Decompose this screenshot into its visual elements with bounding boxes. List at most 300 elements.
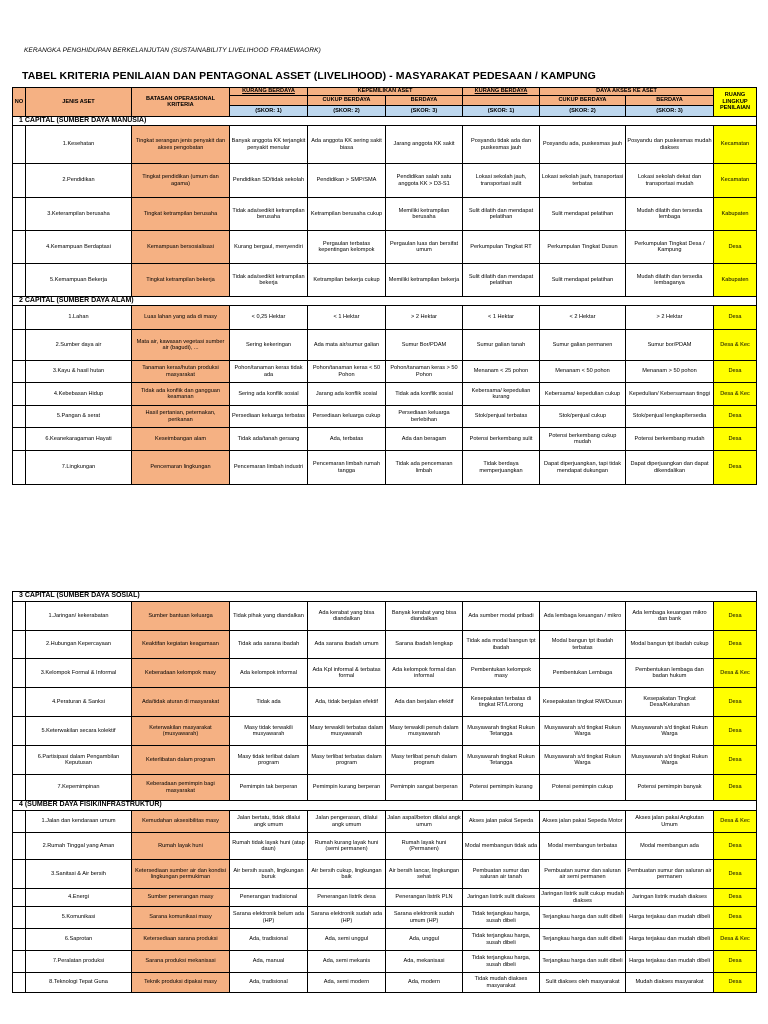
kepemilikan-cukup-cell: Pohon/tanaman keras < 50 Pohon — [308, 361, 386, 383]
batasan-cell: Ada/tidak aturan di masyarakat — [132, 688, 230, 717]
akses-berdaya-cell: Harga terjakau dan mudah dibeli — [626, 907, 714, 929]
kepemilikan-berdaya-cell: Banyak kerabat yang bisa diandalkan — [386, 602, 463, 631]
ruang-lingkup-cell: Desa — [714, 428, 757, 451]
batasan-cell: Ketersediaan sarana produksi — [132, 929, 230, 951]
akses-kurang-cell: Perkumpulan Tingkat RT — [463, 231, 540, 264]
batasan-cell: Teknik produksi dipakai masy — [132, 973, 230, 993]
kepemilikan-cukup-cell: Pencemaran limbah rumah tangga — [308, 451, 386, 485]
row-number-cell — [13, 833, 26, 860]
kepemilikan-berdaya-cell: Jarang anggota KK sakit — [386, 126, 463, 164]
row-number-cell — [13, 907, 26, 929]
akses-berdaya-cell: Kesepakatan Tingkat Desa/Kelurahan — [626, 688, 714, 717]
ruang-lingkup-cell: Desa — [714, 361, 757, 383]
batasan-cell: Keseimbangan alam — [132, 428, 230, 451]
kepemilikan-cukup-cell: Sarana elektronik sudah ada (HP) — [308, 907, 386, 929]
kepemilikan-kurang-cell: Masy tidak terlibat dalam program — [230, 746, 308, 775]
kepemilikan-cukup-cell: Ketrampilan berusaha cukup — [308, 198, 386, 231]
kepemilikan-cukup-cell: Masy terwakili terbatas dalam musyawarah — [308, 717, 386, 746]
jenis-aset-cell: 7.Kepemimpinan — [26, 775, 132, 801]
kepemilikan-cukup-cell: Ada, semi modern — [308, 973, 386, 993]
akses-kurang-cell: Lokasi sekolah jauh, transportasi sulit — [463, 164, 540, 198]
ruang-lingkup-cell: Desa — [714, 602, 757, 631]
ruang-lingkup-cell: Kabupaten — [714, 198, 757, 231]
kepemilikan-cukup-cell: Jarang ada konflik sosial — [308, 383, 386, 406]
kepemilikan-kurang-cell: Sarana elektronik belum ada (HP) — [230, 907, 308, 929]
kepemilikan-berdaya-cell: Sarana ibadah lengkap — [386, 631, 463, 659]
row-number-cell — [13, 717, 26, 746]
kepemilikan-cukup-cell: Masy terlibat terbatas dalam program — [308, 746, 386, 775]
akses-kurang-cell: Musyawarah tingkat Rukun Tetangga — [463, 746, 540, 775]
akses-berdaya-cell: Sumur bor/PDAM — [626, 330, 714, 361]
akses-kurang-cell: Sulit dilatih dan mendapat pelatihan — [463, 264, 540, 297]
kepemilikan-cukup-cell: Jalan pengerasan, dilalui angk umum — [308, 811, 386, 833]
batasan-cell: Pencemaran lingkungan — [132, 451, 230, 485]
kepemilikan-cukup-cell: Ada, tidak berjalan efektif — [308, 688, 386, 717]
section-sumber-daya-fisik: 4 (SUMBER DAYA FISIK/INFRASTRUKTUR) — [13, 801, 757, 811]
batasan-cell: Mata air, kawasan vegetasi sumber air (bagudi), ... — [132, 330, 230, 361]
ruang-lingkup-cell: Desa & Kec — [714, 383, 757, 406]
header-kurang-berdaya-kepemilikan: KURANG BERDAYA — [230, 88, 308, 96]
kepemilikan-berdaya-cell: Memiliki ketrampilan berusaha — [386, 198, 463, 231]
akses-berdaya-cell: Perkumpulan Tingkat Desa / Kampung — [626, 231, 714, 264]
akses-berdaya-cell: Akses jalan pakai Angkutan Umum — [626, 811, 714, 833]
akses-kurang-cell: < 1 Hektar — [463, 306, 540, 330]
akses-berdaya-cell: Mudah dilatih dan tersedia lembaganya — [626, 264, 714, 297]
ruang-lingkup-cell: Desa — [714, 889, 757, 907]
row-number-cell — [13, 659, 26, 688]
jenis-aset-cell: 7.Peralatan produksi — [26, 951, 132, 973]
header-berdaya: BERDAYA — [386, 96, 463, 106]
batasan-cell: Tingkat ketrampilan berusaha — [132, 198, 230, 231]
table-row — [13, 746, 757, 775]
header-kurang-berdaya-akses: KURANG BERDAYA — [463, 88, 540, 96]
kepemilikan-kurang-cell: Ada, tradisional — [230, 973, 308, 993]
akses-cukup-cell: Terjangkau harga dan sulit dibeli — [540, 929, 626, 951]
table-row — [13, 631, 757, 659]
row-number-cell — [13, 361, 26, 383]
akses-cukup-cell: Dapat diperjuangkan, tapi tidak mendapat dukungan — [540, 451, 626, 485]
score-3: (SKOR: 3) — [386, 106, 463, 117]
jenis-aset-cell: 5.Pangan & serat — [26, 406, 132, 428]
batasan-cell: Sumber penerangan masy — [132, 889, 230, 907]
ruang-lingkup-cell: Desa — [714, 631, 757, 659]
kepemilikan-kurang-cell: Banyak anggota KK terjangkit penyakit menular — [230, 126, 308, 164]
section-sumber-daya-sosial: 3 CAPITAL (SUMBER DAYA SOSIAL) — [13, 592, 757, 602]
table-row — [13, 811, 757, 833]
score-3: (SKOR: 3) — [626, 106, 714, 117]
jenis-aset-cell: 4.Kebebasan Hidup — [26, 383, 132, 406]
kepemilikan-kurang-cell: Ada, tradisional — [230, 929, 308, 951]
batasan-cell: Kemampuan bersosialisasi — [132, 231, 230, 264]
table-row — [13, 451, 757, 485]
kepemilikan-cukup-cell: Ada kerabat yang bisa diandalkan — [308, 602, 386, 631]
kepemilikan-kurang-cell: Persediaan keluarga terbatas — [230, 406, 308, 428]
kepemilikan-kurang-cell: Pohon/tanaman keras tidak ada — [230, 361, 308, 383]
akses-berdaya-cell: Modal bangun tpt ibadah cukup — [626, 631, 714, 659]
akses-cukup-cell: Modal membangun terbatas — [540, 833, 626, 860]
jenis-aset-cell: 4.Energi — [26, 889, 132, 907]
jenis-aset-cell: 6.Partisipasi dalam Pengambilan Keputusan — [26, 746, 132, 775]
row-number-cell — [13, 264, 26, 297]
akses-kurang-cell: Kesepakatan terbatas di tingkat RT/Lorong — [463, 688, 540, 717]
row-number-cell — [13, 198, 26, 231]
table-row — [13, 383, 757, 406]
header-no: NO — [13, 88, 26, 117]
header-jenis-aset: JENIS ASET — [26, 88, 132, 117]
row-number-cell — [13, 775, 26, 801]
akses-cukup-cell: Ada lembaga keuangan / mikro — [540, 602, 626, 631]
ruang-lingkup-cell: Desa — [714, 717, 757, 746]
criteria-table-part-2 — [12, 591, 757, 993]
kepemilikan-berdaya-cell: Penerangan listrik PLN — [386, 889, 463, 907]
ruang-lingkup-cell: Desa — [714, 231, 757, 264]
kepemilikan-kurang-cell: Tidak ada/tanah gersang — [230, 428, 308, 451]
akses-kurang-cell: Potensi pemimpin kurang — [463, 775, 540, 801]
kepemilikan-kurang-cell: Air bersih susah, lingkungan buruk — [230, 860, 308, 889]
header-ruang-lingkup: RUANG LINGKUP PENILAIAN — [714, 88, 757, 117]
jenis-aset-cell: 3.Kayu & hasil hutan — [26, 361, 132, 383]
batasan-cell: Sarana komunikasi masy — [132, 907, 230, 929]
akses-berdaya-cell: Jaringan listrik mudah diakses — [626, 889, 714, 907]
page-title: TABEL KRITERIA PENILAIAN DAN PENTAGONAL ASSET (LIVELIHOOD) - MASYARAKAT PEDESAAN / KAMPUNG — [22, 70, 596, 82]
kepemilikan-kurang-cell: Penerangan tradisional — [230, 889, 308, 907]
jenis-aset-cell: 1.Jalan dan kendaraan umum — [26, 811, 132, 833]
kepemilikan-kurang-cell: Ada, manual — [230, 951, 308, 973]
akses-cukup-cell: Sulit mendapat pelatihan — [540, 264, 626, 297]
jenis-aset-cell: 8.Teknologi Tepat Guna — [26, 973, 132, 993]
batasan-cell: Tingkat serangan jenis penyakit dan akses pengobatan — [132, 126, 230, 164]
batasan-cell: Keaktifan kegiatan keagamaan — [132, 631, 230, 659]
ruang-lingkup-cell: Desa — [714, 688, 757, 717]
row-number-cell — [13, 811, 26, 833]
akses-cukup-cell: Pembuatan sumur dan saluran air semi permanen — [540, 860, 626, 889]
kepemilikan-cukup-cell: Pergaulan terbatas kepentingan kelompok — [308, 231, 386, 264]
table-row — [13, 361, 757, 383]
kepemilikan-kurang-cell: Tidak pihak yang diandalkan — [230, 602, 308, 631]
akses-kurang-cell: Sulit dilatih dan mendapat pelatihan — [463, 198, 540, 231]
akses-kurang-cell: Ada sumber modal pribadi — [463, 602, 540, 631]
batasan-cell: Keberadaan pemimpin bagi masyarakat — [132, 775, 230, 801]
kepemilikan-cukup-cell: Ada, semi mekanis — [308, 951, 386, 973]
akses-berdaya-cell: Dapat diperjuangkan dan dapat dikendalikan — [626, 451, 714, 485]
akses-kurang-cell: Musyawarah tingkat Rukun Tetangga — [463, 717, 540, 746]
header-cukup-berdaya: CUKUP BERDAYA — [308, 96, 386, 106]
header-daya-akses: DAYA AKSES KE ASET — [540, 88, 714, 96]
row-number-cell — [13, 231, 26, 264]
akses-kurang-cell: Tidak terjangkau harga, susah dibeli — [463, 929, 540, 951]
akses-berdaya-cell: Menanam > 50 pohon — [626, 361, 714, 383]
akses-cukup-cell: Musyawarah s/d tingkat Rukun Warga — [540, 746, 626, 775]
kepemilikan-kurang-cell: Rumah tidak layak huni (atap daun) — [230, 833, 308, 860]
jenis-aset-cell: 1.Lahan — [26, 306, 132, 330]
akses-berdaya-cell: Musyawarah s/d tingkat Rukun Warga — [626, 717, 714, 746]
kepemilikan-berdaya-cell: Ada kelompok formal dan informal — [386, 659, 463, 688]
kepemilikan-kurang-cell: Pemimpin tak berperan — [230, 775, 308, 801]
table-row — [13, 717, 757, 746]
table-row — [13, 126, 757, 164]
batasan-cell: Tingkat pendidikan (umum dan agama) — [132, 164, 230, 198]
table-row — [13, 860, 757, 889]
ruang-lingkup-cell: Desa & Kec — [714, 330, 757, 361]
akses-cukup-cell: Menanam < 50 pohon — [540, 361, 626, 383]
akses-kurang-cell: Stok/penjual terbatas — [463, 406, 540, 428]
batasan-cell: Tanaman keras/hutan produksi masyarakat — [132, 361, 230, 383]
kepemilikan-cukup-cell: Pemimpin kurang berperan — [308, 775, 386, 801]
kepemilikan-berdaya-cell: Ada dan beragam — [386, 428, 463, 451]
row-number-cell — [13, 451, 26, 485]
kepemilikan-kurang-cell: < 0,25 Hektar — [230, 306, 308, 330]
akses-kurang-cell: Modal membangun tidak ada — [463, 833, 540, 860]
akses-kurang-cell: Tidak terjangkau harga, susah dibeli — [463, 951, 540, 973]
kepemilikan-cukup-cell: Persediaan keluarga cukup — [308, 406, 386, 428]
row-number-cell — [13, 330, 26, 361]
akses-kurang-cell: Kebersama/ kepedulian kurang — [463, 383, 540, 406]
akses-berdaya-cell: Posyandu dan puskesmas mudah diakses — [626, 126, 714, 164]
kepemilikan-berdaya-cell: Masy terlibat penuh dalam program — [386, 746, 463, 775]
batasan-cell: Rumah layak huni — [132, 833, 230, 860]
ruang-lingkup-cell: Desa — [714, 860, 757, 889]
table-row — [13, 973, 757, 993]
kepemilikan-kurang-cell: Tidak ada/sedikit ketrampilan berusaha — [230, 198, 308, 231]
batasan-cell: Sarana produksi mekanisasi — [132, 951, 230, 973]
batasan-cell: Hasil pertanian, peternakan, perikanan — [132, 406, 230, 428]
akses-cukup-cell: Potensi pemimpin cukup — [540, 775, 626, 801]
table-row — [13, 406, 757, 428]
akses-kurang-cell: Pembuatan sumur dan saluran air tanah — [463, 860, 540, 889]
kepemilikan-kurang-cell: Pencemaran limbah industri — [230, 451, 308, 485]
akses-cukup-cell: Terjangkau harga dan sulit dibeli — [540, 907, 626, 929]
jenis-aset-cell: 6.Saprotan — [26, 929, 132, 951]
score-2: (SKOR: 2) — [308, 106, 386, 117]
kepemilikan-berdaya-cell: Ada, unggul — [386, 929, 463, 951]
kepemilikan-cukup-cell: Ada, terbatas — [308, 428, 386, 451]
jenis-aset-cell: 3.Keterampilan berusaha — [26, 198, 132, 231]
ruang-lingkup-cell: Kabupaten — [714, 264, 757, 297]
akses-kurang-cell: Menanam < 25 pohon — [463, 361, 540, 383]
batasan-cell: Keterwakilan masyarakat (musyawarah) — [132, 717, 230, 746]
kepemilikan-berdaya-cell: Ada dan berjalan efektif — [386, 688, 463, 717]
akses-berdaya-cell: Mudah dilatih dan tersedia lembaga — [626, 198, 714, 231]
akses-berdaya-cell: Harga terjakau dan mudah dibeli — [626, 929, 714, 951]
akses-berdaya-cell: Modal membangun ada — [626, 833, 714, 860]
jenis-aset-cell: 4.Peraturan & Sanksi — [26, 688, 132, 717]
jenis-aset-cell: 7.Lingkungan — [26, 451, 132, 485]
section-sumber-daya-alam: 2 CAPITAL (SUMBER DAYA ALAM) — [13, 297, 757, 306]
ruang-lingkup-cell: Desa — [714, 451, 757, 485]
kepemilikan-kurang-cell: Tidak ada — [230, 688, 308, 717]
kepemilikan-cukup-cell: Ada anggota KK sering sakit biasa — [308, 126, 386, 164]
table-row — [13, 833, 757, 860]
jenis-aset-cell: 6.Keanekaragaman Hayati — [26, 428, 132, 451]
row-number-cell — [13, 951, 26, 973]
ruang-lingkup-cell: Desa — [714, 406, 757, 428]
ruang-lingkup-cell: Desa & Kec — [714, 811, 757, 833]
akses-cukup-cell: Stok/penjual cukup — [540, 406, 626, 428]
akses-cukup-cell: Sulit diakses oleh masyarakat — [540, 973, 626, 993]
akses-berdaya-cell: Pembentukan lembaga dan badan hukum — [626, 659, 714, 688]
table-row — [13, 264, 757, 297]
kepemilikan-berdaya-cell: Persediaan keluarga berlebihan — [386, 406, 463, 428]
akses-kurang-cell: Tidak berdaya memperjuangkan — [463, 451, 540, 485]
ruang-lingkup-cell: Desa — [714, 951, 757, 973]
akses-cukup-cell: Terjangkau harga dan sulit dibeli — [540, 951, 626, 973]
score-1: (SKOR: 1) — [230, 106, 308, 117]
table-row — [13, 164, 757, 198]
score-1: (SKOR: 1) — [463, 106, 540, 117]
kepemilikan-berdaya-cell: Sumur Bor/PDAM — [386, 330, 463, 361]
akses-berdaya-cell: Musyawarah s/d tingkat Rukun Warga — [626, 746, 714, 775]
akses-berdaya-cell: Mudah diakses masyarakat — [626, 973, 714, 993]
akses-kurang-cell: Tidak terjangkau harga, susah dibeli — [463, 907, 540, 929]
kepemilikan-berdaya-cell: Rumah layak huni (Permanen) — [386, 833, 463, 860]
header-sub-kurang-2 — [463, 96, 540, 106]
row-number-cell — [13, 306, 26, 330]
ruang-lingkup-cell: Kecamatan — [714, 164, 757, 198]
kepemilikan-cukup-cell: Ada sarana ibadah umum — [308, 631, 386, 659]
batasan-cell: Keterlibatan dalam program — [132, 746, 230, 775]
jenis-aset-cell: 4.Kemampuan Berdaptasi — [26, 231, 132, 264]
kepemilikan-berdaya-cell: Pohon/tanaman keras > 50 Pohon — [386, 361, 463, 383]
akses-berdaya-cell: Stok/penjual lengkap/tersedia — [626, 406, 714, 428]
akses-kurang-cell: Tidak ada modal bangun tpt ibadah — [463, 631, 540, 659]
kepemilikan-cukup-cell: Ada mata air/sumur galian — [308, 330, 386, 361]
akses-cukup-cell: Modal bangun tpt ibadah terbatas — [540, 631, 626, 659]
akses-cukup-cell: Pembentukan Lembaga — [540, 659, 626, 688]
score-2: (SKOR: 2) — [540, 106, 626, 117]
framework-caption: KERANGKA PENGHIDUPAN BERKELANJUTAN (SUSTAINABILITY LIVELIHOOD FRAMEWAORK) — [24, 47, 321, 54]
table-row — [13, 306, 757, 330]
jenis-aset-cell: 1.Kesehatan — [26, 126, 132, 164]
kepemilikan-berdaya-cell: Pendidikan salah satu anggota KK > D3-S1 — [386, 164, 463, 198]
row-number-cell — [13, 860, 26, 889]
akses-kurang-cell: Posyandu tidak ada dan puskesmas jauh — [463, 126, 540, 164]
kepemilikan-kurang-cell: Jalan bertatu, tidak dilalui angk umum — [230, 811, 308, 833]
row-number-cell — [13, 688, 26, 717]
kepemilikan-berdaya-cell: Sarana elektronik sudah umum (HP) — [386, 907, 463, 929]
jenis-aset-cell: 2.Sumber daya air — [26, 330, 132, 361]
jenis-aset-cell: 3.Sanitasi & Air bersih — [26, 860, 132, 889]
ruang-lingkup-cell: Desa — [714, 306, 757, 330]
batasan-cell: Keberadaan kelompok masy — [132, 659, 230, 688]
jenis-aset-cell: 5.Komunikasi — [26, 907, 132, 929]
row-number-cell — [13, 602, 26, 631]
kepemilikan-berdaya-cell: Pergaulan luas dan bersifat umum — [386, 231, 463, 264]
table-row — [13, 775, 757, 801]
batasan-cell: Tidak ada konflik dan gangguan keamanan — [132, 383, 230, 406]
kepemilikan-cukup-cell: Ketrampilan bekerja cukup — [308, 264, 386, 297]
table-row — [13, 889, 757, 907]
akses-kurang-cell: Potensi berkembang sulit — [463, 428, 540, 451]
batasan-cell: Kemudahan aksesibilitas masy — [132, 811, 230, 833]
row-number-cell — [13, 383, 26, 406]
kepemilikan-kurang-cell: Sering kekeringan — [230, 330, 308, 361]
table-row — [13, 659, 757, 688]
kepemilikan-cukup-cell: Air bersih cukup, lingkungan baik — [308, 860, 386, 889]
kepemilikan-kurang-cell: Kurang bergaul, menyendiri — [230, 231, 308, 264]
header-sub-kurang — [230, 96, 308, 106]
kepemilikan-berdaya-cell: Air bersih lancar, lingkungan sehat — [386, 860, 463, 889]
kepemilikan-berdaya-cell: Pemimpin sangat berperan — [386, 775, 463, 801]
akses-berdaya-cell: Kepedulian/ Kebersamaan tinggi — [626, 383, 714, 406]
kepemilikan-berdaya-cell: > 2 Hektar — [386, 306, 463, 330]
criteria-table-part-1 — [12, 87, 757, 485]
kepemilikan-cukup-cell: < 1 Hektar — [308, 306, 386, 330]
ruang-lingkup-cell: Desa & Kec — [714, 659, 757, 688]
row-number-cell — [13, 406, 26, 428]
jenis-aset-cell: 3.Kelompok Formal & Informal — [26, 659, 132, 688]
batasan-cell: Ketersediaan sumber air dan kondisi lingkungan permukiman — [132, 860, 230, 889]
akses-cukup-cell: Lokasi sekolah jauh, transportasi terbatas — [540, 164, 626, 198]
akses-berdaya-cell: Pembuatan sumur dan saluran air permanen — [626, 860, 714, 889]
header-berdaya-2: BERDAYA — [626, 96, 714, 106]
kepemilikan-berdaya-cell: Tidak ada pencemaran limbah — [386, 451, 463, 485]
table-row — [13, 929, 757, 951]
kepemilikan-berdaya-cell: Memiliki ketrampilan bekerja — [386, 264, 463, 297]
table-row — [13, 231, 757, 264]
row-number-cell — [13, 746, 26, 775]
table-row — [13, 602, 757, 631]
table-row — [13, 428, 757, 451]
kepemilikan-cukup-cell: Pendidikan > SMP/SMA — [308, 164, 386, 198]
akses-kurang-cell: Tidak mudah diakses masyarakat — [463, 973, 540, 993]
akses-cukup-cell: Perkumpulan Tingkat Dusun — [540, 231, 626, 264]
kepemilikan-kurang-cell: Sering ada konflik sosial — [230, 383, 308, 406]
jenis-aset-cell: 2.Hubungan Kepercayaan — [26, 631, 132, 659]
ruang-lingkup-cell: Desa — [714, 907, 757, 929]
batasan-cell: Luas lahan yang ada di masy — [132, 306, 230, 330]
table-row — [13, 688, 757, 717]
ruang-lingkup-cell: Kecamatan — [714, 126, 757, 164]
section-sumber-daya-manusia: 1 CAPITAL (SUMBER DAYA MANUSIA) — [13, 117, 757, 126]
table-row — [13, 198, 757, 231]
akses-kurang-cell: Sumur galian tanah — [463, 330, 540, 361]
kepemilikan-cukup-cell: Ada, semi unggul — [308, 929, 386, 951]
kepemilikan-kurang-cell: Masy tidak terwakili musyawarah — [230, 717, 308, 746]
akses-cukup-cell: Kesepakatan tingkat RW/Dusun — [540, 688, 626, 717]
akses-cukup-cell: Jaringan listrik sulit cukup mudah diakses — [540, 889, 626, 907]
kepemilikan-berdaya-cell: Ada, mekanisasi — [386, 951, 463, 973]
kepemilikan-cukup-cell: Rumah kurang layak huni (semi permanen) — [308, 833, 386, 860]
kepemilikan-berdaya-cell: Masy terwakili penuh dalam musyawarah — [386, 717, 463, 746]
jenis-aset-cell: 1.Jaringan/ kekerabatan — [26, 602, 132, 631]
akses-cukup-cell: Potensi berkembang cukup mudah — [540, 428, 626, 451]
ruang-lingkup-cell: Desa — [714, 746, 757, 775]
akses-cukup-cell: Sulit mendapat pelatihan — [540, 198, 626, 231]
row-number-cell — [13, 428, 26, 451]
kepemilikan-berdaya-cell: Tidak ada konflik sosial — [386, 383, 463, 406]
akses-berdaya-cell: Ada lembaga keuangan mikro dan bank — [626, 602, 714, 631]
batasan-cell: Tingkat ketrampilan bekerja — [132, 264, 230, 297]
kepemilikan-cukup-cell: Penerangan listrik desa — [308, 889, 386, 907]
akses-kurang-cell: Akses jalan pakai Sepeda — [463, 811, 540, 833]
kepemilikan-kurang-cell: Tidak ada/sedikit ketrampilan bekerja — [230, 264, 308, 297]
akses-berdaya-cell: Lokasi sekolah dekat dan transportasi mudah — [626, 164, 714, 198]
jenis-aset-cell: 5.Keterwakilan secara kolektif — [26, 717, 132, 746]
row-number-cell — [13, 126, 26, 164]
ruang-lingkup-cell: Desa — [714, 775, 757, 801]
row-number-cell — [13, 889, 26, 907]
kepemilikan-berdaya-cell: Jalan aspal/beton dilalui angk umum — [386, 811, 463, 833]
akses-cukup-cell: < 2 Hektar — [540, 306, 626, 330]
akses-berdaya-cell: Potensi berkembang mudah — [626, 428, 714, 451]
kepemilikan-kurang-cell: Pendidikan SD/tidak sekolah — [230, 164, 308, 198]
akses-kurang-cell: Jaringan listrik sulit diakses — [463, 889, 540, 907]
jenis-aset-cell: 5.Kemampuan Bekerja — [26, 264, 132, 297]
header-batasan: BATASAN OPERASIONAL KRITERIA — [132, 88, 230, 117]
akses-berdaya-cell: Harga terjakau dan mudah dibeli — [626, 951, 714, 973]
akses-cukup-cell: Kebersama/ kepedulian cukup — [540, 383, 626, 406]
jenis-aset-cell: 2.Pendidikan — [26, 164, 132, 198]
